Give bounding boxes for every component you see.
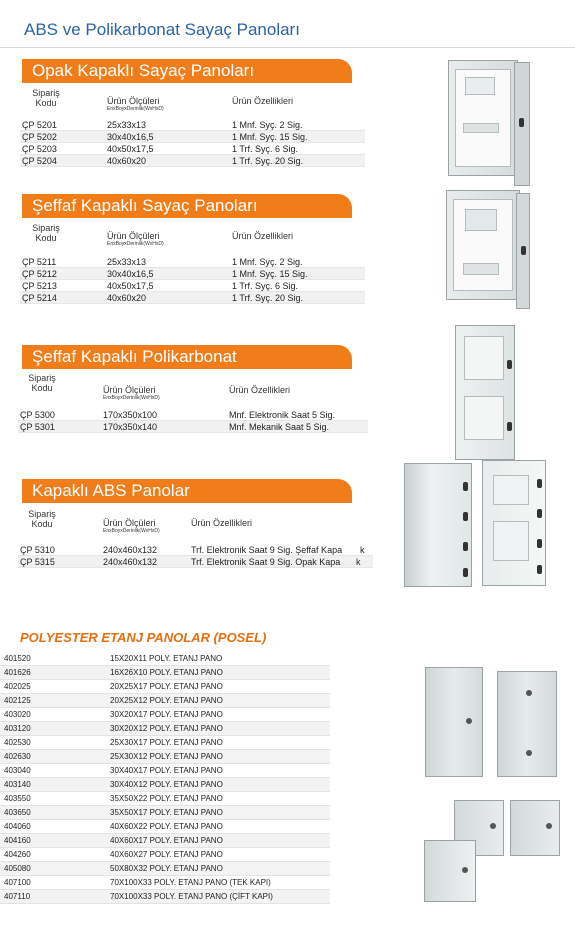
row-code: ÇP 5300 (20, 410, 55, 420)
posel-small-front (424, 840, 476, 902)
row-code: ÇP 5212 (22, 269, 57, 279)
row-code: ÇP 5213 (22, 281, 57, 291)
abs-panel-transparent (482, 460, 546, 586)
row-desc: 50X80X32 POLY. ETANJ PANO (110, 864, 223, 873)
row-code: 402025 (4, 682, 31, 691)
abs-latch (537, 509, 542, 518)
table-row (0, 848, 330, 862)
abs-latch (537, 565, 542, 574)
header-code-line1: Sipariş (28, 509, 56, 519)
header-code-line2: Kodu (35, 98, 57, 108)
row-desc: 70X100X33 POLY. ETANJ PANO (ÇİFT KAPI) (110, 892, 273, 901)
row-desc: 35X50X22 POLY. ETANJ PANO (110, 794, 223, 803)
row-desc: 25X30X12 POLY. ETANJ PANO (110, 752, 223, 761)
poly-window-bottom (464, 396, 504, 440)
abs-latch (463, 512, 468, 521)
table-row (18, 544, 373, 556)
table-row (0, 652, 330, 666)
section-banner-opak: Opak Kapaklı Sayaç Panoları (22, 59, 352, 83)
polyester-title: POLYESTER ETANJ PANOLAR (POSEL) (20, 630, 267, 645)
row-features: 1 Trf. Syç. 6 Sig. (232, 144, 299, 154)
row-desc: 25X30X17 POLY. ETANJ PANO (110, 738, 223, 747)
row-features: 1 Mnf. Syç. 2 Sig. (232, 120, 303, 130)
row-code: 401520 (4, 654, 31, 663)
abs-latch (463, 568, 468, 577)
row-features: Trf. Elektronik Saat 9 Sig. Şeffaf Kapa (191, 545, 343, 555)
row-features: 1 Trf. Syç. 20 Sig. (232, 156, 304, 166)
row-code: ÇP 5211 (22, 257, 57, 267)
row-features: 1 Mnf. Syç. 15 Sig. (232, 132, 308, 142)
seffaf-meter-window (465, 209, 497, 231)
row-features: 1 Trf. Syç. 6 Sig. (232, 281, 299, 291)
table-row (20, 280, 365, 292)
row-code: ÇP 5201 (22, 120, 57, 130)
header-code-line2: Kodu (31, 383, 53, 393)
table-row (0, 834, 330, 848)
table-row (20, 292, 365, 304)
abs-latch (463, 482, 468, 491)
poly-latch-top (507, 360, 512, 369)
row-code: ÇP 5203 (22, 144, 57, 154)
table-row (0, 806, 330, 820)
row-desc: 20X25X12 POLY. ETANJ PANO (110, 696, 223, 705)
row-dims: 25x33x13 (107, 120, 147, 130)
row-desc: 30X20X17 POLY. ETANJ PANO (110, 710, 223, 719)
table-abs (18, 544, 373, 568)
row-desc: 70X100X33 POLY. ETANJ PANO (TEK KAPI) (110, 878, 271, 887)
header-dims-sub: EnxBoyxDerinlik(WxHxD) (103, 528, 160, 534)
row-code: ÇP 5315 (20, 557, 55, 567)
table-row (20, 119, 365, 131)
page-title: ABS ve Polikarbonat Sayaç Panoları (24, 20, 300, 39)
header-dims: Ürün Ölçüleri (103, 518, 156, 528)
seffaf-panel-body (446, 190, 520, 300)
table-row (0, 778, 330, 792)
table-row (0, 708, 330, 722)
table-row (20, 256, 365, 268)
table-row (18, 556, 373, 568)
header-code (26, 88, 66, 108)
table-row (0, 862, 330, 876)
row-features: 1 Mnf. Syç. 2 Sig. (232, 257, 303, 267)
row-code: 405080 (4, 864, 31, 873)
row-dims: 170x350x100 (103, 410, 158, 420)
opak-panel-body (448, 60, 518, 176)
table-seffaf (20, 256, 365, 304)
row-code: 401626 (4, 668, 31, 677)
header-dims: Ürün Ölçüleri (103, 385, 156, 395)
row-features: 1 Trf. Syç. 20 Sig. (232, 293, 304, 303)
row-dims: 40x50x17,5 (107, 281, 154, 291)
table-row (0, 680, 330, 694)
table-row (18, 421, 368, 433)
row-desc: 35X50X17 POLY. ETANJ PANO (110, 808, 223, 817)
header-dims: Ürün Ölçüleri (107, 231, 160, 241)
abs-breaker-window (493, 521, 529, 561)
opak-panel-door (514, 62, 530, 186)
opak-breaker-slot (463, 123, 499, 133)
posel-lock (490, 823, 496, 829)
row-code: ÇP 5214 (22, 293, 57, 303)
abs-meter-window (493, 475, 529, 505)
header-features: Ürün Özellikleri (232, 231, 294, 241)
header-code (22, 373, 62, 393)
header-dims-sub: EnxBoyxDerinlik(WxHxD) (103, 395, 160, 401)
header-code-line2: Kodu (35, 233, 57, 243)
posel-large-right (497, 671, 557, 777)
header-dims-sub: EnxBoyxDerinlik(WxHxD) (107, 241, 164, 247)
row-features: Mnf. Elektronik Saat 5 Sig. (229, 410, 336, 420)
row-features: Mnf. Mekanik Saat 5 Sig. (229, 422, 330, 432)
table-polikarbonat (18, 409, 368, 433)
table-row (20, 131, 365, 143)
header-code-line2: Kodu (31, 519, 53, 529)
table-row (18, 409, 368, 421)
row-features: 1 Mnf. Syç. 15 Sig. (232, 269, 308, 279)
table-row (0, 694, 330, 708)
row-code: 402125 (4, 696, 31, 705)
header-features: Ürün Özellikleri (232, 96, 294, 106)
row-suffix: k (360, 545, 365, 555)
abs-latch (537, 539, 542, 548)
header-code-line1: Sipariş (28, 373, 56, 383)
header-features: Ürün Özellikleri (191, 518, 253, 528)
row-code: 403040 (4, 766, 31, 775)
abs-latch (537, 479, 542, 488)
row-desc: 30X40X17 POLY. ETANJ PANO (110, 766, 223, 775)
row-desc: 40X60X27 POLY. ETANJ PANO (110, 850, 223, 859)
section-banner-abs: Kapaklı ABS Panolar (22, 479, 352, 503)
row-code: ÇP 5310 (20, 545, 55, 555)
row-code: 404160 (4, 836, 31, 845)
seffaf-breaker-slot (463, 263, 499, 275)
posel-lock (526, 690, 532, 696)
seffaf-panel-door (516, 193, 530, 309)
table-row (0, 736, 330, 750)
section-banner-polikarbonat: Şeffaf Kapaklı Polikarbonat (22, 345, 352, 369)
table-row (20, 143, 365, 155)
polikarbonat-panel-body (455, 325, 515, 460)
row-code: ÇP 5204 (22, 156, 57, 166)
table-row (0, 750, 330, 764)
door-latch (519, 118, 524, 127)
row-desc: 30X40X12 POLY. ETANJ PANO (110, 780, 223, 789)
title-divider (0, 47, 575, 48)
posel-lock (466, 718, 472, 724)
abs-latch (463, 542, 468, 551)
row-code: 404260 (4, 850, 31, 859)
row-dims: 170x350x140 (103, 422, 158, 432)
door-latch (521, 246, 526, 255)
row-code: 402630 (4, 752, 31, 761)
header-code (26, 223, 66, 243)
polyester-table (0, 652, 330, 904)
posel-lock (462, 867, 468, 873)
posel-large-left (425, 667, 483, 777)
row-features: Trf. Elektronik Saat 9 Sig. Opak Kapa (191, 557, 341, 567)
posel-small-right (510, 800, 560, 856)
row-code: 403650 (4, 808, 31, 817)
row-dims: 30x40x16,5 (107, 269, 154, 279)
table-row (20, 155, 365, 167)
abs-panel-closed (404, 463, 472, 587)
table-row (0, 764, 330, 778)
row-code: 407110 (4, 892, 31, 901)
row-dims: 240x460x132 (103, 557, 158, 567)
row-dims: 40x60x20 (107, 156, 147, 166)
table-opak (20, 119, 365, 167)
header-code (22, 509, 62, 529)
row-code: 403140 (4, 780, 31, 789)
header-code-line1: Sipariş (32, 223, 60, 233)
row-code: 403120 (4, 724, 31, 733)
row-code: ÇP 5301 (20, 422, 55, 432)
posel-lock (546, 823, 552, 829)
row-desc: 40X60X17 POLY. ETANJ PANO (110, 836, 223, 845)
row-code: 407100 (4, 878, 31, 887)
table-row (0, 722, 330, 736)
row-code: 402530 (4, 738, 31, 747)
table-row (0, 792, 330, 806)
row-desc: 40X60X22 POLY. ETANJ PANO (110, 822, 223, 831)
header-dims-sub: EnxBoyxDerinlik(WxHxD) (107, 106, 164, 112)
row-dims: 25x33x13 (107, 257, 147, 267)
section-banner-seffaf: Şeffaf Kapaklı Sayaç Panoları (22, 194, 352, 218)
table-row (0, 820, 330, 834)
row-dims: 40x50x17,5 (107, 144, 154, 154)
row-desc: 15X20X11 POLY. ETANJ PANO (110, 654, 223, 663)
row-desc: 16X26X10 POLY. ETANJ PANO (110, 668, 223, 677)
row-dims: 240x460x132 (103, 545, 158, 555)
poly-latch-bottom (507, 422, 512, 431)
table-row (0, 876, 330, 890)
row-code: 404060 (4, 822, 31, 831)
row-code: 403020 (4, 710, 31, 719)
header-dims: Ürün Ölçüleri (107, 96, 160, 106)
row-code: ÇP 5202 (22, 132, 57, 142)
poly-window-top (464, 336, 504, 380)
table-row (0, 890, 330, 904)
opak-meter-window (465, 77, 495, 95)
row-dims: 40x60x20 (107, 293, 147, 303)
row-desc: 30X20X12 POLY. ETANJ PANO (110, 724, 223, 733)
table-row (0, 666, 330, 680)
row-suffix: k (356, 557, 361, 567)
row-dims: 30x40x16,5 (107, 132, 154, 142)
posel-lock (526, 750, 532, 756)
header-code-line1: Sipariş (32, 88, 60, 98)
row-code: 403550 (4, 794, 31, 803)
table-row (20, 268, 365, 280)
row-desc: 20X25X17 POLY. ETANJ PANO (110, 682, 223, 691)
header-features: Ürün Özellikleri (229, 385, 291, 395)
